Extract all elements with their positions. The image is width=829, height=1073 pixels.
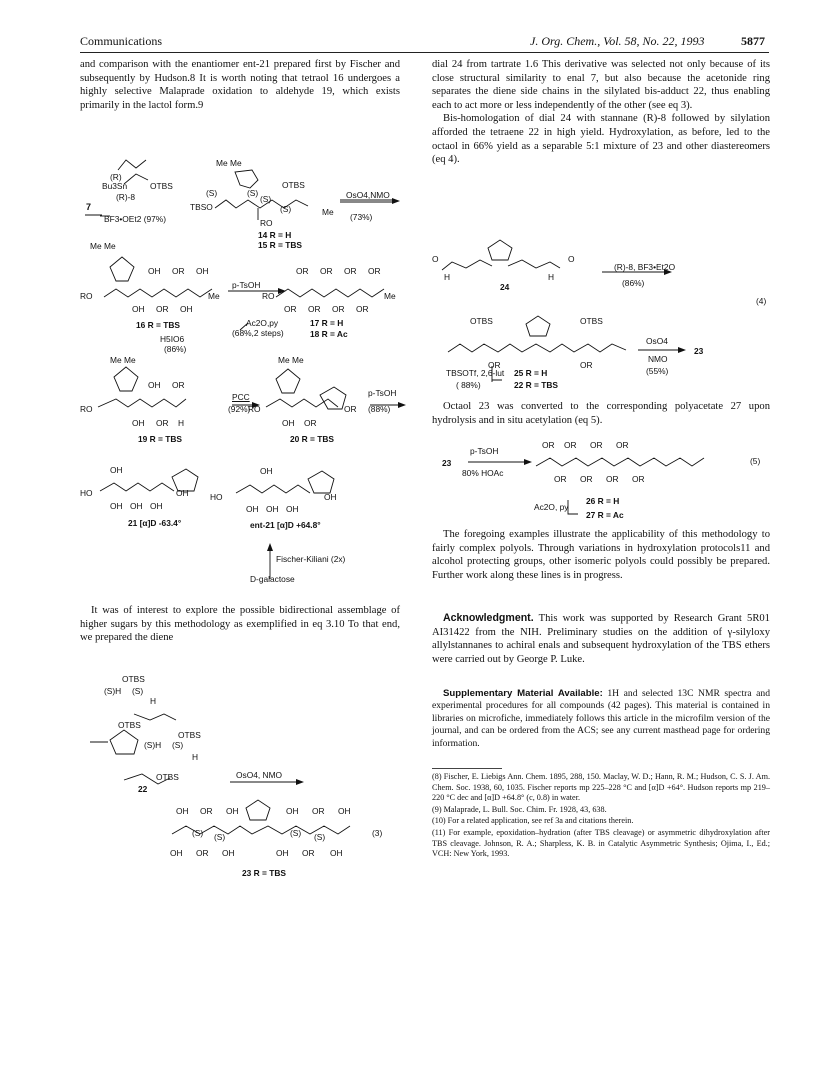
label-eq5-top-4: OR [616, 440, 629, 450]
label-R-8: (R)-8 [116, 192, 136, 202]
right-paragraph-4: The foregoing examples illustrate the applicability of this methodology to fairly complex polyols. Through variations in hydroxylation protocols11 and alcohol protecting groups, other isomeric polyols could possibly be prepared. Further work along these lines is in progress. [432, 529, 770, 581]
label-yield-86b: (86%) [622, 278, 645, 288]
label-27: 27 R = Ac [586, 510, 624, 520]
label-24: 24 [500, 282, 510, 292]
label-oh-o: OH [266, 504, 279, 514]
label-ro-3: RO [262, 291, 275, 301]
label-eq-number-4: (4) [756, 296, 767, 306]
label-bf3: BF3•OEt2 (97%) [104, 214, 167, 224]
label-oso4-1: OsO4,NMO [346, 190, 390, 200]
label-H-3: H [444, 272, 451, 282]
label-15: 15 R = TBS [258, 240, 302, 250]
left-paragraph-1: and comparison with the enantiomer ent-21 prepared first by Fischer and subsequently by Hudson.8 It is worth noting that tetraol 16 undergoes a highly selective Malaprade oxidation to aldehyde 19, which exists primarily in the lactol form.9 [80, 59, 400, 111]
label-eq3-top-3: OH [226, 806, 239, 816]
label-H-1: H [150, 696, 157, 706]
label-yield-88b: ( 88%) [456, 380, 481, 390]
label-yield-68: (68%,2 steps) [232, 328, 284, 338]
label-17: 17 R = H [310, 318, 344, 328]
footnotes [432, 772, 770, 861]
label-oh-b: OH [196, 266, 209, 276]
label-r8-bf3: (R)-8, BF3•Et2O [614, 262, 676, 272]
scheme-2-structures [80, 245, 410, 335]
label-eq5-bot-4: OR [632, 474, 645, 484]
label-O-2: O [568, 254, 575, 264]
label-eq-number-3: (3) [372, 828, 383, 838]
footnote-rule [432, 768, 502, 769]
label-or-c: OR [296, 266, 309, 276]
label-S-2: (S) [247, 188, 259, 198]
label-me-2: Me [208, 291, 220, 301]
label-eq3-top-2: OR [200, 806, 213, 816]
label-or-j: OR [356, 304, 369, 314]
label-eq-number-5: (5) [750, 456, 761, 466]
left-paragraph-2: It was of interest to explore the possible bidirectional assemblage of higher sugars by this methodology as exemplified in eq 3.10 To that end, we prepared the diene [80, 605, 400, 644]
label-ptsoh-1: p-TsOH [232, 280, 261, 290]
label-or-i: OR [332, 304, 345, 314]
label-18: 18 R = Ac [310, 329, 348, 339]
running-head-section: Communications [80, 34, 162, 48]
label-ho-1: HO [80, 488, 93, 498]
label-bu3sn: Bu3Sn [102, 181, 128, 191]
label-oh-p: OH [286, 504, 299, 514]
label-S-9: (S) [290, 828, 302, 838]
label-S-4: (S) [280, 204, 292, 214]
label-eq3-top-5: OR [312, 806, 325, 816]
label-meme-3: Me Me [110, 355, 136, 365]
equation-3-structures [80, 680, 410, 890]
label-20: 20 R = TBS [290, 434, 334, 444]
label-otbs-6: OTBS [156, 772, 179, 782]
label-otbs-5: OTBS [178, 730, 201, 740]
label-eq3-top-6: OH [338, 806, 351, 816]
label-yield-88a: (88%) [368, 404, 391, 414]
label-ac2o-2: Ac2O, py [534, 502, 569, 512]
label-meme-1: Me Me [216, 158, 242, 168]
label-23-c: 23 [442, 458, 452, 468]
acknowledgment-text: This work was supported by Research Grant 5R01 AI31422 from the NIH. Preliminary studies on the addition of γ-silyloxy allylstannanes to achiral enals and subsequent hydroxylation of the TBS ethers were carried out by George P. Luke. [432, 613, 770, 665]
label-eq3-bot-5: OR [302, 848, 315, 858]
label-or-g: OR [284, 304, 297, 314]
label-eq3-bot-1: OH [170, 848, 183, 858]
label-oh-k: OH [150, 501, 163, 511]
label-meme-4: Me Me [278, 355, 304, 365]
label-19: 19 R = TBS [138, 434, 182, 444]
footnote-11: (11) For example, epoxidation–hydration (after TBS cleavage) or asymmetric dihydroxylation after TBS cleavage. Johnson, R. A.; Sharpless, K. B. in Catalytic Asymmetric Synthesis; Ojima, I., Ed.; VCH: New York, 1993. [432, 827, 770, 859]
label-otbs-8: OTBS [580, 316, 603, 326]
supplementary-material [432, 688, 770, 750]
right-paragraph-2: Bis-homologation of dial 24 with stannane (R)-8 followed by silylation afforded the tetraene 22 in high yield. Hydroxylation, as before, led to the octaol in 66% yield as a separable 5:1 mixture of 23 and other diastereomers (eq 4). [432, 113, 770, 166]
label-O-1: O [432, 254, 439, 264]
label-eq5-top-3: OR [590, 440, 603, 450]
label-S-3: (S) [260, 194, 272, 204]
page-number: 5877 [741, 34, 765, 48]
label-oh-h: OH [110, 465, 123, 475]
label-SH-1: (S)H [104, 686, 122, 696]
label-22-a: 22 [138, 784, 148, 794]
label-or-n: OR [344, 404, 357, 414]
label-me-1: Me [322, 207, 334, 217]
label-ptsoh-3: p-TsOH [470, 446, 499, 456]
label-ro-1: RO [260, 218, 273, 228]
label-eq3-bot-4: OH [276, 848, 289, 858]
footnote-9: (9) Malaprade, L. Bull. Soc. Chim. Fr. 1928, 43, 638. [432, 804, 607, 814]
label-compound-7: 7 [86, 202, 92, 212]
label-oh-a: OH [148, 266, 161, 276]
label-pcc: PCC [232, 392, 250, 402]
label-S-5: (S) [132, 686, 144, 696]
label-fischer-kiliani: Fischer-Kiliani (2x) [276, 554, 346, 564]
label-oh-n: OH [246, 504, 259, 514]
label-eq3-bot-3: OH [222, 848, 235, 858]
label-SH-2: (S)H [144, 740, 162, 750]
label-S-1: (S) [206, 188, 218, 198]
label-eq3-bot-6: OH [330, 848, 343, 858]
label-or-d: OR [320, 266, 333, 276]
label-h5io6: H5IO6 [160, 334, 185, 344]
label-yield-55: (55%) [646, 366, 669, 376]
label-oh-e: OH [148, 380, 161, 390]
label-or-a: OR [172, 266, 185, 276]
label-22-b: 22 R = TBS [514, 380, 558, 390]
label-oh-c: OH [132, 304, 145, 314]
label-or-k: OR [172, 380, 185, 390]
label-oh-q: OH [324, 492, 337, 502]
label-H-4: H [548, 272, 555, 282]
label-eq3-bot-2: OR [196, 848, 209, 858]
label-d-galactose: D-galactose [250, 574, 295, 584]
label-hoac: 80% HOAc [462, 468, 504, 478]
label-16: 16 R = TBS [136, 320, 180, 330]
label-or-p: OR [580, 360, 593, 370]
label-otbs-3: OTBS [122, 674, 145, 684]
label-oh-i: OH [110, 501, 123, 511]
label-21: 21 [α]D -63.4° [128, 518, 182, 528]
label-ro-5: RO [248, 404, 261, 414]
label-ptsoh-2: p-TsOH [368, 388, 397, 398]
right-paragraph-3: Octaol 23 was converted to the corresponding polyacetate 27 upon hydrolysis and in situ acetylation (eq 5). [432, 401, 770, 426]
supplementary-text: 1H and selected 13C NMR spectra and experimental procedures for all compounds (42 pages). This material is contained in libraries on microfiche, immediately follows this article in the microfilm version of the journal, and can be ordered from the ACS; see any current masthead page for ordering information. [432, 688, 770, 749]
label-oh-j: OH [130, 501, 143, 511]
label-ro-4: RO [80, 404, 93, 414]
label-or-m: OR [304, 418, 317, 428]
equation-4-structures [432, 232, 770, 382]
label-or-l: OR [156, 418, 169, 428]
label-oh-g: OH [282, 418, 295, 428]
label-or-b: OR [156, 304, 169, 314]
acknowledgment-heading: Acknowledgment. [443, 612, 534, 624]
label-or-f: OR [368, 266, 381, 276]
label-eq5-bot-1: OR [554, 474, 567, 484]
label-oh-m: OH [260, 466, 273, 476]
label-oh-d: OH [180, 304, 193, 314]
label-oh-f: OH [132, 418, 145, 428]
label-S-6: (S) [172, 740, 184, 750]
label-ro-2: RO [80, 291, 93, 301]
label-R: (R) [110, 172, 122, 182]
label-14: 14 R = H [258, 230, 292, 240]
label-eq5-top-1: OR [542, 440, 555, 450]
label-otbs-2: OTBS [282, 180, 305, 190]
label-otbs-reagent: OTBS [150, 181, 173, 191]
label-tbso: TBSO [190, 202, 213, 212]
label-eq5-bot-2: OR [580, 474, 593, 484]
label-or-h: OR [308, 304, 321, 314]
label-tbsotf: TBSOTf, 2,6-lut [446, 368, 505, 378]
label-or-o: OR [488, 360, 501, 370]
label-or-e: OR [344, 266, 357, 276]
label-me-3: Me [384, 291, 396, 301]
header-rule [80, 52, 769, 53]
label-eq3-top-4: OH [286, 806, 299, 816]
right-paragraph-1: dial 24 from tartrate 1.6 This derivative was selected not only because of its close structural similarity to enal 7, but also because the acetonide ring separates the diene side chains in the silylated bis-adduct 22, thus enabling each to act more or less independently of the other (see eq 3). [432, 59, 770, 111]
label-yield-86a: (86%) [164, 344, 187, 354]
label-26: 26 R = H [586, 496, 620, 506]
label-25: 25 R = H [514, 368, 548, 378]
label-S-8: (S) [214, 832, 226, 842]
label-yield-73: (73%) [350, 212, 373, 222]
label-H-2: H [192, 752, 199, 762]
label-ac2o-1: Ac2O,py [246, 318, 279, 328]
label-otbs-4: OTBS [118, 720, 141, 730]
label-S-10: (S) [314, 832, 326, 842]
label-nmo: NMO [648, 354, 668, 364]
label-eq5-bot-3: OR [606, 474, 619, 484]
label-meme-2: Me Me [90, 241, 116, 251]
label-oh-l: OH [176, 488, 189, 498]
label-23-b: 23 [694, 346, 704, 356]
label-eq3-top-1: OH [176, 806, 189, 816]
label-S-7: (S) [192, 828, 204, 838]
label-h-ald: H [178, 418, 185, 428]
label-otbs-7: OTBS [470, 316, 493, 326]
running-head-journal: J. Org. Chem., Vol. 58, No. 22, 1993 [530, 34, 705, 48]
supplementary-heading: Supplementary Material Available: [443, 688, 603, 699]
label-ho-2: HO [210, 492, 223, 502]
label-23-a: 23 R = TBS [242, 868, 286, 878]
right-paragraphs-top [432, 58, 770, 167]
label-ent-21: ent-21 [α]D +64.8° [250, 520, 321, 530]
label-oso4-2: OsO4, NMO [236, 770, 283, 780]
acknowledgment [432, 612, 770, 666]
footnote-10: (10) For a related application, see ref 3a and citations therein. [432, 816, 634, 826]
label-oso4-3: OsO4 [646, 336, 668, 346]
label-eq5-top-2: OR [564, 440, 577, 450]
footnote-8: (8) Fischer, E. Liebigs Ann. Chem. 1895, 288, 150. Maclay, W. D.; Hann, R. M.; Hudson, C. S. J. Am. Chem. Soc. 1938, 60, 1035. Fischer reports mp 225–228 °C and [α]D +64°. Hudson reports mp 219–220 °C dec and [α]D +64.8° (c, 0.8) in water. [432, 772, 770, 803]
label-yield-92: (92%) [228, 404, 251, 414]
